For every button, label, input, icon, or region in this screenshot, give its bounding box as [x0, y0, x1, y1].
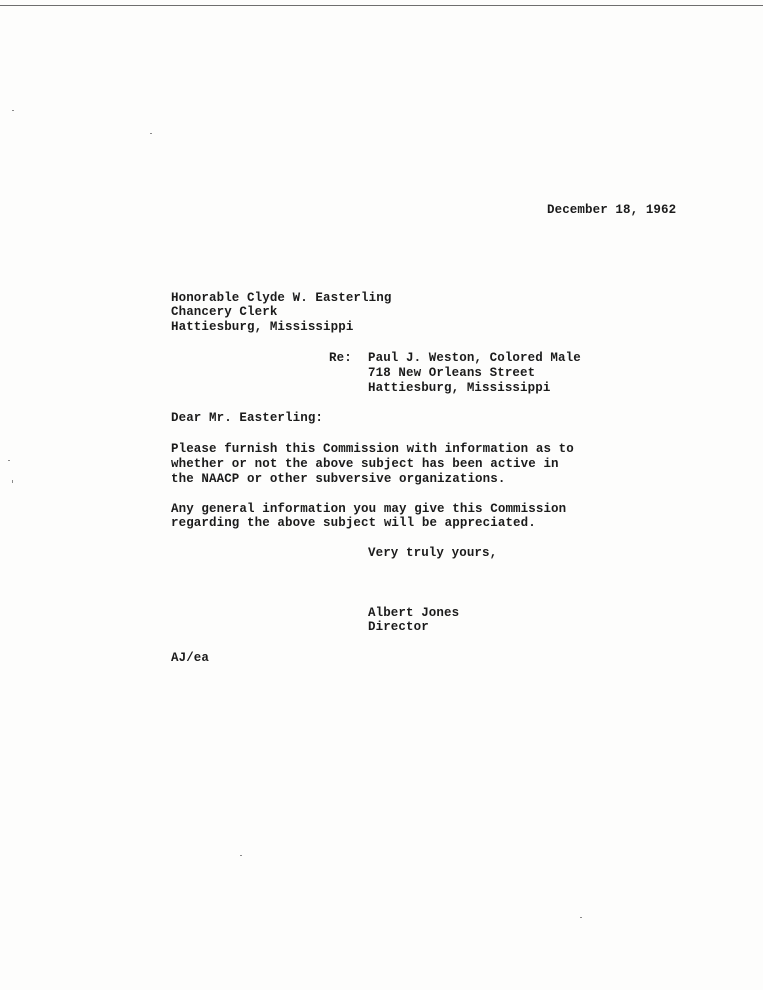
re-line: 718 New Orleans Street — [368, 366, 536, 380]
recipient-line: Hattiesburg, Mississippi — [171, 320, 354, 334]
body-line: Any general information you may give this Commission — [171, 502, 567, 516]
top-border-line — [0, 5, 763, 6]
body-line: regarding the above subject will be appreciated. — [171, 516, 536, 530]
reference-initials: AJ/ea — [171, 651, 210, 665]
recipient-line: Chancery Clerk — [171, 305, 278, 319]
closing: Very truly yours, — [368, 546, 498, 560]
body-line: the NAACP or other subversive organizations. — [171, 472, 506, 486]
re-line: Paul J. Weston, Colored Male — [368, 351, 581, 365]
scan-speck — [12, 110, 14, 111]
re-label: Re: — [329, 351, 352, 365]
signature-name: Albert Jones — [368, 606, 460, 620]
scan-speck — [580, 917, 582, 918]
body-line: Please furnish this Commission with information as to — [171, 442, 574, 456]
scan-speck — [8, 460, 10, 461]
scan-speck — [150, 133, 152, 134]
salutation: Dear Mr. Easterling: — [171, 411, 324, 425]
re-line: Hattiesburg, Mississippi — [368, 381, 551, 395]
recipient-line: Honorable Clyde W. Easterling — [171, 291, 392, 305]
scan-speck — [240, 855, 242, 856]
signature-title: Director — [368, 620, 429, 634]
letter-date: December 18, 1962 — [547, 203, 677, 217]
scan-speck — [12, 480, 13, 483]
body-line: whether or not the above subject has been active in — [171, 457, 559, 471]
